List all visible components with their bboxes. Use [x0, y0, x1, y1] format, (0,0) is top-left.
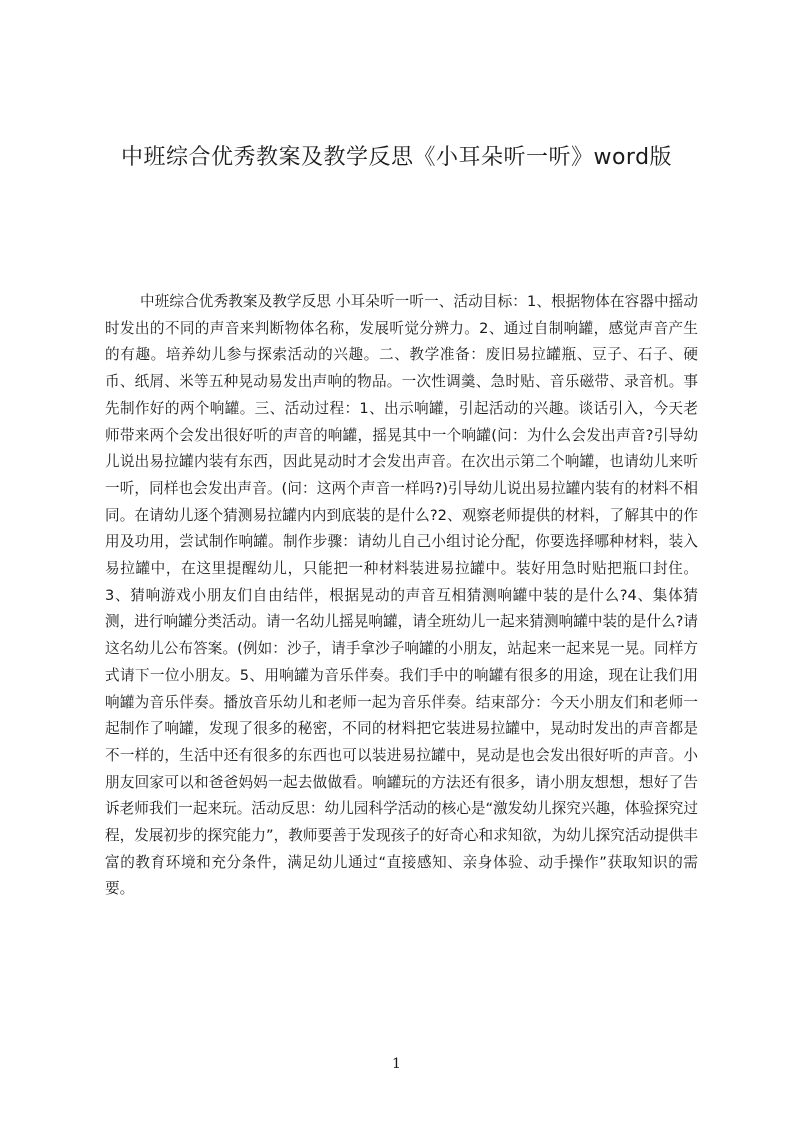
page-number: 1 — [392, 1056, 401, 1072]
document-body-paragraph: 中班综合优秀教案及教学反思 小耳朵听一听一、活动目标：1、根据物体在容器中摇动时发出的不同的声音来判断物体名称，发展听觉分辨力。2、通过自制响罐，感觉声音产生的有趣。培养幼儿参与探索活动的兴趣。二、教学准备：废旧易拉罐瓶、豆子、石子、硬币、纸屑、米等五种晃动易发出声响的物品。一次性调羹、急时贴、音乐磁带、录音机。事先制作好的两个响罐。三、活动过程：1、出示响罐，引起活动的兴趣。谈话引入，今天老师带来两个会发出很好听的声音的响罐，摇晃其中一个响罐(问：为什么会发出声音?引导幼儿说出易拉罐内装有东西，因此晃动时才会发出声音。在次出示第二个响罐，也请幼儿来听一听，同样也会发出声音。(问：这两个声音一样吗?)引导幼儿说出易拉罐内装有的材料不相同。在请幼儿逐个猜测易拉罐内内到底装的是什么?2、观察老师提供的材料，了解其中的作用及功用，尝试制作响罐。制作步骤：请幼儿自己小组讨论分配，你要选择哪种材料，装入易拉罐中，在这里提醒幼儿，只能把一种材料装进易拉罐中。装好用急时贴把瓶口封住。3、猜响游戏小朋友们自由结伴，根据晃动的声音互相猜测响罐中装的是什么?4、集体猜测，进行响罐分类活动。请一名幼儿摇晃响罐，请全班幼儿一起来猜测响罐中装的是什么?请这名幼儿公布答案。(例如：沙子，请手拿沙子响罐的小朋友，站起来一起来晃一晃。同样方式请下一位小朋友。5、用响罐为音乐伴奏。我们手中的响罐有很多的用途，现在让我们用响罐为音乐伴奏。播放音乐幼儿和老师一起为音乐伴奏。结束部分：今天小朋友们和老师一起制作了响罐，发现了很多的秘密，不同的材料把它装进易拉罐中，晃动时发出的声音都是不一样的，生活中还有很多的东西也可以装进易拉罐中，晃动是也会发出很好听的声音。小朋友回家可以和爸爸妈妈一起去做做看。响罐玩的方法还有很多，请小朋友想想，想好了告诉老师我们一起来玩。活动反思：幼儿园科学活动的核心是“激发幼儿探究兴趣，体验探究过程，发展初步的探究能力”，教师要善于发现孩子的好奇心和求知欲，为幼儿探究活动提供丰富的教育环境和充分条件，满足幼儿通过“直接感知、亲身体验、动手操作”获取知识的需要。 — [105, 293, 698, 898]
document-title: 中班综合优秀教案及教学反思《小耳朵听一听》word版 — [120, 145, 673, 170]
